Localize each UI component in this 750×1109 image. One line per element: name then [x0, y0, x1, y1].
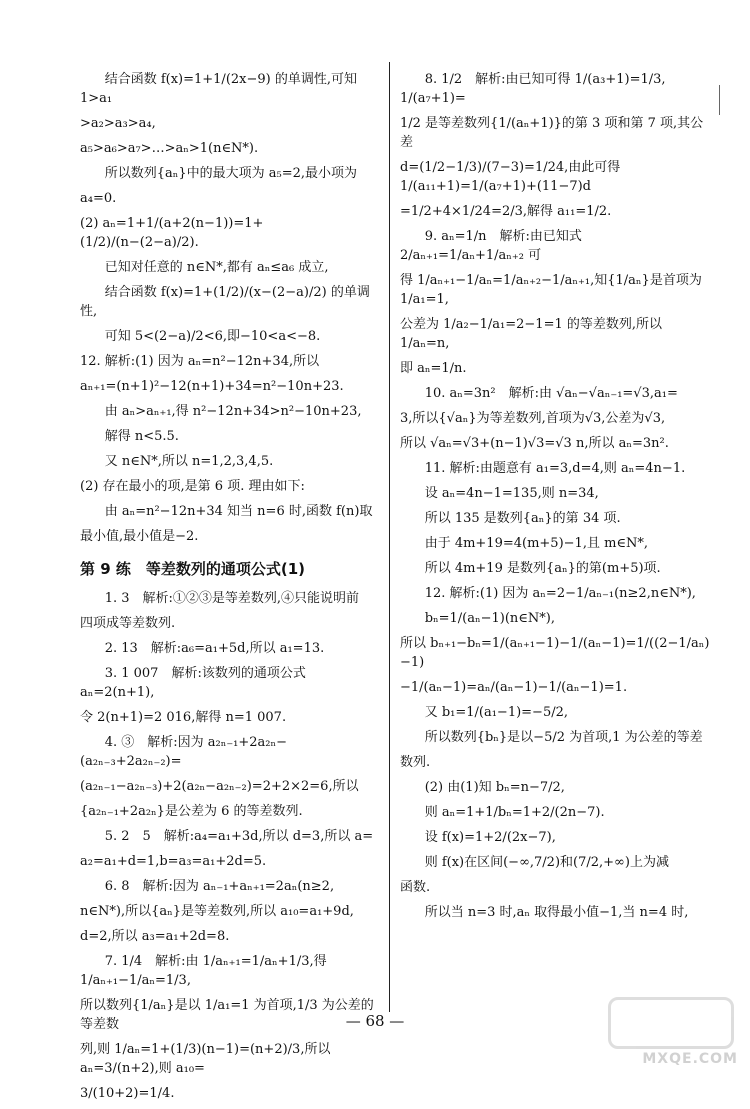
- text-line: 由 aₙ>aₙ₊₁,得 n²−12n+34>n²−10n+23,: [104, 404, 362, 419]
- right-column: [400, 70, 710, 928]
- text-line: 令 2(n+1)=2 016,解得 n=1 007.: [80, 710, 287, 725]
- text-line: 3/(10+2)=1/4.: [80, 1086, 175, 1101]
- text-line: 结合函数 f(x)=1+1/(2x−9) 的单调性,可知 1>a₁: [80, 72, 357, 106]
- text-line: 最小值,最小值是−2.: [80, 529, 199, 544]
- text-line: −1/(aₙ−1)=aₙ/(aₙ−1)−1/(aₙ−1)=1.: [400, 680, 628, 695]
- text-line: 设 f(x)=1+2/(2x−7),: [424, 830, 556, 845]
- text-line: 函数.: [400, 880, 431, 895]
- text-line: 3,所以{√aₙ}为等差数列,首项为√3,公差为√3,: [400, 411, 666, 426]
- text-line: 已知对任意的 n∈N*,都有 aₙ≤a₆ 成立,: [104, 260, 329, 275]
- text-line: =1/2+4×1/24=2/3,解得 a₁₁=1/2.: [400, 204, 612, 219]
- section-heading: 第 9 练 等差数列的通项公式(1): [80, 560, 306, 578]
- text-line: 4. ③ 解析:因为 a₂ₙ₋₁+2a₂ₙ−(a₂ₙ₋₃+2a₂ₙ₋₂)=: [80, 735, 288, 769]
- page-number: — 68 —: [345, 1012, 405, 1030]
- text-line: (2) aₙ=1+1/(a+2(n−1))=1+(1/2)/(n−(2−a)/2).: [80, 216, 264, 250]
- text-line: 1/2 是等差数列{1/(aₙ+1)}的第 3 项和第 7 项,其公差: [400, 116, 704, 150]
- watermark: [610, 997, 738, 1067]
- text-line: 所以数列{aₙ}中的最大项为 a₅=2,最小项为: [104, 166, 357, 181]
- text-line: 11. 解析:由题意有 a₁=3,d=4,则 aₙ=4n−1.: [424, 461, 686, 476]
- text-line: 则 f(x)在区间(−∞,7/2)和(7/2,+∞)上为减: [424, 855, 669, 870]
- text-line: >a₂>a₃>a₄,: [80, 116, 156, 131]
- text-line: d=2,所以 a₃=a₁+2d=8.: [80, 929, 230, 944]
- column-divider: [389, 62, 390, 1012]
- left-column: [80, 70, 380, 1109]
- text-line: 公差为 1/a₂−1/a₁=2−1=1 的等差数列,所以 1/aₙ=n,: [400, 317, 663, 351]
- text-line: 列,则 1/aₙ=1+(1/3)(n−1)=(n+2)/3,所以 aₙ=3/(n+2),则 a₁₀=: [80, 1042, 331, 1076]
- text-line: 5. 2 5 解析:a₄=a₁+3d,所以 d=3,所以 a=: [104, 829, 374, 844]
- text-line: 8. 1/2 解析:由已知可得 1/(a₃+1)=1/3, 1/(a₇+1)=: [400, 72, 666, 106]
- text-line: a₅>a₆>a₇>…>aₙ>1(n∈N*).: [80, 141, 259, 156]
- text-line: 解得 n<5.5.: [104, 429, 179, 444]
- text-line: 所以数列{1/aₙ}是以 1/a₁=1 为首项,1/3 为公差的等差数: [80, 998, 374, 1032]
- text-line: 2. 13 解析:a₆=a₁+5d,所以 a₁=13.: [104, 641, 325, 656]
- text-line: d=(1/2−1/3)/(7−3)=1/24,由此可得 1/(a₁₁+1)=1/(a₇+1)+(11−7)d: [400, 160, 621, 194]
- text-line: n∈N*),所以{aₙ}是等差数列,所以 a₁₀=a₁+9d,: [80, 904, 354, 919]
- text-line: 所以 bₙ₊₁−bₙ=1/(aₙ₊₁−1)−1/(aₙ−1)=1/((2−1/aₙ)−1): [400, 636, 710, 670]
- text-line: (2) 存在最小的项,是第 6 项. 理由如下:: [80, 479, 305, 494]
- text-line: 12. 解析:(1) 因为 aₙ=2−1/aₙ₋₁(n≥2,n∈N*),: [424, 586, 696, 601]
- text-line: a₂=a₁+d=1,b=a₃=a₁+2d=5.: [80, 854, 267, 869]
- scan-edge-mark: [719, 85, 720, 115]
- text-line: 即 aₙ=1/n.: [400, 361, 467, 376]
- text-line: 10. aₙ=3n² 解析:由 √aₙ−√aₙ₋₁=√3,a₁=: [424, 386, 678, 401]
- text-line: 设 aₙ=4n−1=135,则 n=34,: [424, 486, 599, 501]
- text-line: (a₂ₙ₋₁−a₂ₙ₋₃)+2(a₂ₙ−a₂ₙ₋₂)=2+2×2=6,所以: [80, 779, 359, 794]
- text-line: 7. 1/4 解析:由 1/aₙ₊₁=1/aₙ+1/3,得 1/aₙ₊₁−1/aₙ=1/3,: [80, 954, 327, 988]
- text-line: 6. 8 解析:因为 aₙ₋₁+aₙ₊₁=2aₙ(n≥2,: [104, 879, 335, 894]
- right-lines: [400, 70, 710, 922]
- left-lines-before-heading: [80, 70, 380, 546]
- watermark-logo-icon: [608, 997, 734, 1049]
- text-line: 结合函数 f(x)=1+(1/2)/(x−(2−a)/2) 的单调性,: [80, 285, 370, 319]
- text-line: aₙ₊₁=(n+1)²−12(n+1)+34=n²−10n+23.: [80, 379, 344, 394]
- text-line: a₄=0.: [80, 191, 117, 206]
- text-line: 所以 135 是数列{aₙ}的第 34 项.: [424, 511, 621, 526]
- text-line: {a₂ₙ₋₁+2a₂ₙ}是公差为 6 的等差数列.: [80, 804, 303, 819]
- text-line: 1. 3 解析:①②③是等差数列,④只能说明前: [104, 591, 360, 606]
- text-line: 由 aₙ=n²−12n+34 知当 n=6 时,函数 f(n)取: [104, 504, 373, 519]
- text-line: bₙ=1/(aₙ−1)(n∈N*),: [424, 611, 556, 626]
- text-line: 12. 解析:(1) 因为 aₙ=n²−12n+34,所以: [80, 354, 320, 369]
- text-line: 四项成等差数列.: [80, 616, 176, 631]
- watermark-text: MXQE.COM: [642, 1051, 738, 1067]
- text-line: 所以数列{bₙ}是以−5/2 为首项,1 为公差的等差: [424, 730, 703, 745]
- text-line: 9. aₙ=1/n 解析:由已知式 2/aₙ₊₁=1/aₙ+1/aₙ₊₂ 可: [400, 229, 582, 263]
- text-line: 3. 1 007 解析:该数列的通项公式 aₙ=2(n+1),: [80, 666, 306, 700]
- text-line: 则 aₙ=1+1/bₙ=1+2/(2n−7).: [424, 805, 605, 820]
- text-line: 又 b₁=1/(a₁−1)=−5/2,: [424, 705, 569, 720]
- text-line: 由于 4m+19=4(m+5)−1,且 m∈N*,: [424, 536, 649, 551]
- text-line: 数列.: [400, 755, 431, 770]
- text-line: 所以 4m+19 是数列{aₙ}的第(m+5)项.: [424, 561, 661, 576]
- text-line: 得 1/aₙ₊₁−1/aₙ=1/aₙ₊₂−1/aₙ₊₁,知{1/aₙ}是首项为 1/a₁=1,: [400, 273, 702, 307]
- text-line: (2) 由(1)知 bₙ=n−7/2,: [424, 780, 565, 795]
- text-line: 所以当 n=3 时,aₙ 取得最小值−1,当 n=4 时,: [424, 905, 689, 920]
- text-line: 所以 √aₙ=√3+(n−1)√3=√3 n,所以 aₙ=3n².: [400, 436, 669, 451]
- text-line: 可知 5<(2−a)/2<6,即−10<a<−8.: [104, 329, 321, 344]
- text-line: 又 n∈N*,所以 n=1,2,3,4,5.: [104, 454, 274, 469]
